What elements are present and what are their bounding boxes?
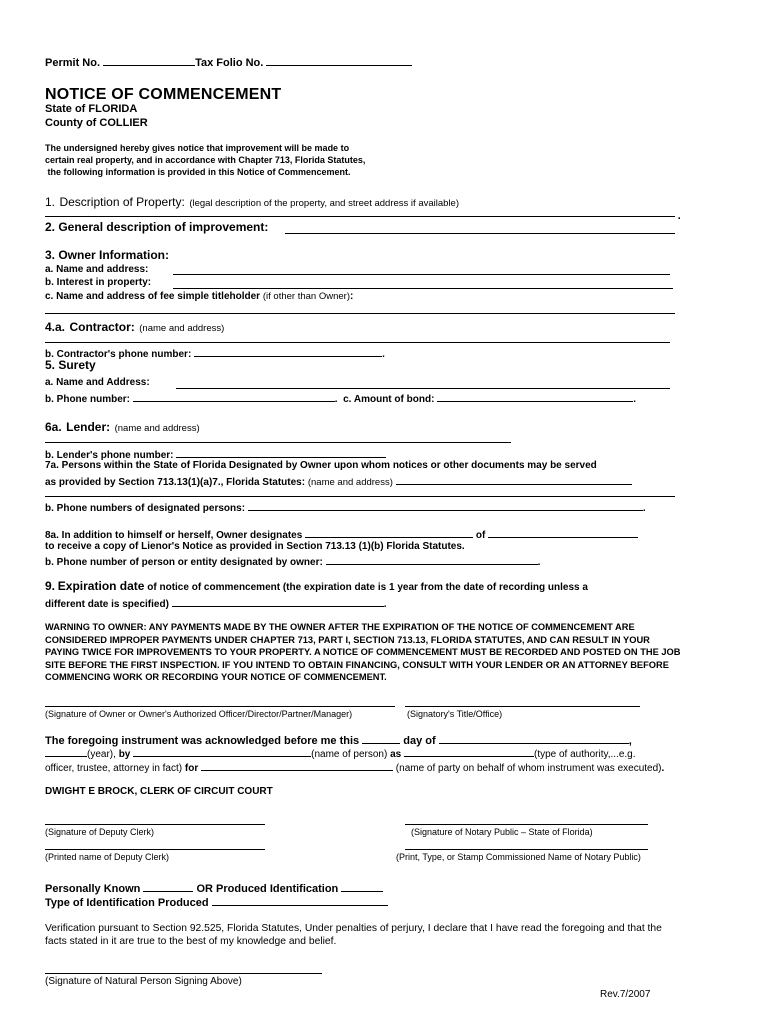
owner-name-field[interactable] [173, 274, 670, 275]
notary-signature-caption: (Signature of Notary Public – State of Florida) [411, 827, 593, 837]
ack-line-2 [45, 746, 636, 761]
surety-name-field[interactable] [176, 388, 670, 389]
signatory-title-caption: (Signatory's Title/Office) [407, 709, 503, 719]
lender-phone-field[interactable] [176, 447, 386, 458]
deputy-name-line[interactable] [45, 849, 265, 850]
lienor-designee-line [45, 527, 638, 542]
section-4 [45, 318, 224, 336]
lender-field[interactable] [45, 442, 511, 443]
ack-year-field[interactable] [45, 746, 87, 757]
designated-persons-note: (name and address) [307, 477, 393, 488]
ack-year: (year), [87, 749, 116, 760]
ack-line-3 [45, 760, 664, 775]
period-mark: . [677, 206, 682, 223]
contractor-phone-line: b. Contractor's phone number: . [45, 346, 385, 361]
lienor-designee-label: 8a. In addition to himself or herself, Owner designates [45, 530, 303, 541]
ack-officer: officer, trustee, attorney in fact) [45, 763, 183, 774]
id-type-line [45, 895, 388, 910]
page-title: NOTICE OF COMMENCEMENT [45, 86, 282, 103]
section-1-num: 1. [45, 195, 56, 209]
ack-name-of-person: (name of person) [311, 749, 388, 760]
ack-by: by [118, 749, 131, 760]
county-line: County of COLLIER [45, 117, 148, 129]
lender-num: 6a. [45, 420, 62, 434]
ack-day-of: day of [403, 735, 436, 747]
expiration-num: 9. [45, 579, 56, 593]
contractor-phone-field[interactable] [194, 346, 382, 357]
contractor-num: 4.a. [45, 320, 66, 334]
surety-phone-line: b. Phone number: . c. Amount of bond: . [45, 391, 636, 406]
personally-known-line [45, 881, 383, 896]
designated-phone-field[interactable] [248, 500, 643, 511]
deputy-signature-caption: (Signature of Deputy Clerk) [45, 827, 155, 837]
improvement-label: 2. General description of improvement: [45, 220, 269, 234]
lienor-phone-field[interactable] [326, 554, 538, 565]
lienor-of-label: of [475, 530, 486, 541]
lender-note: (name and address) [114, 423, 200, 434]
permit-line [45, 55, 412, 70]
permit-field[interactable] [103, 55, 195, 66]
lender-label: Lender: [66, 420, 111, 434]
clerk-name: DWIGHT E BROCK, CLERK OF CIRCUIT COURT [45, 786, 273, 797]
tax-folio-field[interactable] [266, 55, 412, 66]
section-1 [45, 193, 459, 211]
intro-line-2: certain real property, and in accordance with Chapter 713, Florida Statutes, [45, 155, 366, 165]
intro-line-1: The undersigned hereby gives notice that improvement will be made to [45, 143, 350, 153]
ack-period: . [661, 763, 665, 774]
ack-party-field[interactable] [201, 760, 393, 771]
contractor-label: Contractor: [69, 320, 135, 334]
deputy-signature-line[interactable] [45, 824, 265, 825]
lienor-notice-line: to receive a copy of Lienor's Notice as provided in Section 713.13 (1)(b) Florida Statutes. [45, 541, 465, 552]
property-description-line[interactable] [45, 216, 675, 217]
expiration-label: Expiration date [57, 579, 145, 593]
section-2 [45, 221, 268, 235]
intro-line-3: the following information is provided in this Notice of Commencement. [45, 167, 351, 177]
owner-name-label: a. Name and address: [45, 264, 149, 275]
designated-phone-label: b. Phone numbers of designated persons: [45, 503, 246, 514]
natural-person-signature-line[interactable] [45, 973, 322, 974]
surety-name-label: a. Name and Address: [45, 377, 150, 388]
id-type-field[interactable] [212, 895, 388, 906]
ack-as: as [390, 749, 402, 760]
warning-to-owner: WARNING TO OWNER: ANY PAYMENTS MADE BY THE OWNER AFTER THE EXPIRATION OF THE NOTICE OF COMMENCEMENT ARE CONSIDERED IMPROPER PAYMENTS UNDER CHAPTER 713, PART I, SECTION 713.13, FLORIDA STATUTES, AND CAN RESULT IN YOUR PAYING TWICE FOR IMPROVEMENTS TO YOUR PROPERTY. A NOTICE OF COMMENCEMENT MUST BE RECORDED AND POSTED ON THE JOB SITE BEFORE THE FIRST INSPECTION. IF YOU INTEND TO OBTAIN FINANCING, CONSULT WITH YOUR LENDER OR AN ATTORNEY BEFORE COMMENCING WORK OR RECORDING YOUR NOTICE OF COMMENCEMENT. [45, 622, 681, 683]
lienor-phone-line: b. Phone number of person or entity designated by owner: . [45, 554, 540, 569]
ack-for: for [184, 763, 199, 774]
expiration-specified: different date is specified) [45, 599, 169, 610]
owner-info-label: 3. Owner Information: [45, 248, 170, 262]
notary-name-line[interactable] [405, 849, 648, 850]
ack-type-of-authority: (type of authority,...e.g. [533, 749, 636, 760]
notary-signature-line[interactable] [405, 824, 648, 825]
ack-party: (name of party on behalf of whom instrument was executed) [395, 763, 662, 774]
owner-signature-line[interactable] [45, 706, 395, 707]
titleholder-note: (if other than Owner) [262, 291, 350, 302]
designated-phone-line: b. Phone numbers of designated persons: . [45, 500, 646, 515]
deputy-name-caption: (Printed name of Deputy Clerk) [45, 852, 170, 862]
produced-id-field[interactable] [341, 881, 383, 892]
designated-persons-field-2[interactable] [45, 496, 675, 497]
contractor-field[interactable] [45, 342, 670, 343]
section-1-note: (legal description of the property, and street address if available) [189, 198, 459, 209]
ack-foregoing: The foregoing instrument was acknowledged before me this [45, 735, 360, 747]
revision-label: Rev.7/2007 [600, 989, 651, 1000]
surety-label: 5. Surety [45, 358, 96, 372]
signatory-title-line[interactable] [405, 706, 640, 707]
personally-known-label: Personally Known [45, 883, 141, 895]
lienor-of-field[interactable] [488, 527, 638, 538]
surety-phone-label: b. Phone number: [45, 394, 130, 405]
verification-text: Verification pursuant to Section 92.525, Florida Statutes, Under penalties of perjury, I declare that I have read the foregoing and that the facts stated in it are true to the best of my knowledge and belief. [45, 923, 662, 947]
natural-person-caption: (Signature of Natural Person Signing Above) [45, 976, 242, 987]
ack-comma: , [628, 735, 632, 747]
produced-id-label: OR Produced Identification [196, 883, 339, 895]
titleholder-field[interactable] [45, 313, 675, 314]
improvement-field[interactable] [285, 233, 675, 234]
owner-interest-label: b. Interest in property: [45, 277, 152, 288]
designated-persons-line-2 [45, 474, 632, 489]
personally-known-field[interactable] [143, 881, 193, 892]
designated-persons-line-1: 7a. Persons within the State of Florida Designated by Owner upon whom notices or other documents may be served [45, 460, 597, 471]
ack-month-field[interactable] [439, 733, 629, 744]
lender-phone-label: b. Lender's phone number: [45, 450, 174, 461]
contractor-phone-label: b. Contractor's phone number: [45, 349, 192, 360]
state-line: State of FLORIDA [45, 103, 138, 115]
surety-phone-field[interactable] [133, 391, 335, 402]
permit-label: Permit No. [45, 57, 101, 69]
titleholder-label: c. Name and address of fee simple titleholder [45, 291, 261, 302]
expiration-date-field[interactable] [172, 596, 384, 607]
ack-day-field[interactable] [362, 733, 400, 744]
titleholder-colon: : [349, 291, 354, 302]
notary-name-caption: (Print, Type, or Stamp Commissioned Name of Notary Public) [396, 852, 641, 862]
titleholder-line [45, 291, 353, 303]
designated-persons-field[interactable] [396, 474, 632, 485]
owner-signature-caption: (Signature of Owner or Owner's Authorized Officer/Director/Partner/Manager) [45, 709, 353, 719]
tax-folio-label: Tax Folio No. [195, 57, 264, 69]
expiration-line-1 [45, 580, 588, 594]
bond-amount-label: c. Amount of bond: [343, 394, 435, 405]
id-type-label: Type of Identification Produced [45, 897, 209, 909]
section-6 [45, 418, 200, 436]
ack-person-field[interactable] [133, 746, 311, 757]
lienor-phone-label: b. Phone number of person or entity designated by owner: [45, 557, 323, 568]
expiration-text: of notice of commencement (the expiration date is 1 year from the date of recording unless a [147, 582, 588, 593]
owner-interest-field[interactable] [173, 288, 673, 289]
designated-persons-statute: as provided by Section 713.13(1)(a)7., Florida Statutes: [45, 477, 306, 488]
ack-authority-field[interactable] [404, 746, 534, 757]
lienor-designee-field[interactable] [305, 527, 473, 538]
contractor-note: (name and address) [139, 323, 225, 334]
section-1-label: Description of Property: [59, 195, 185, 209]
bond-amount-field[interactable] [437, 391, 633, 402]
expiration-line-2: different date is specified) . [45, 596, 386, 611]
